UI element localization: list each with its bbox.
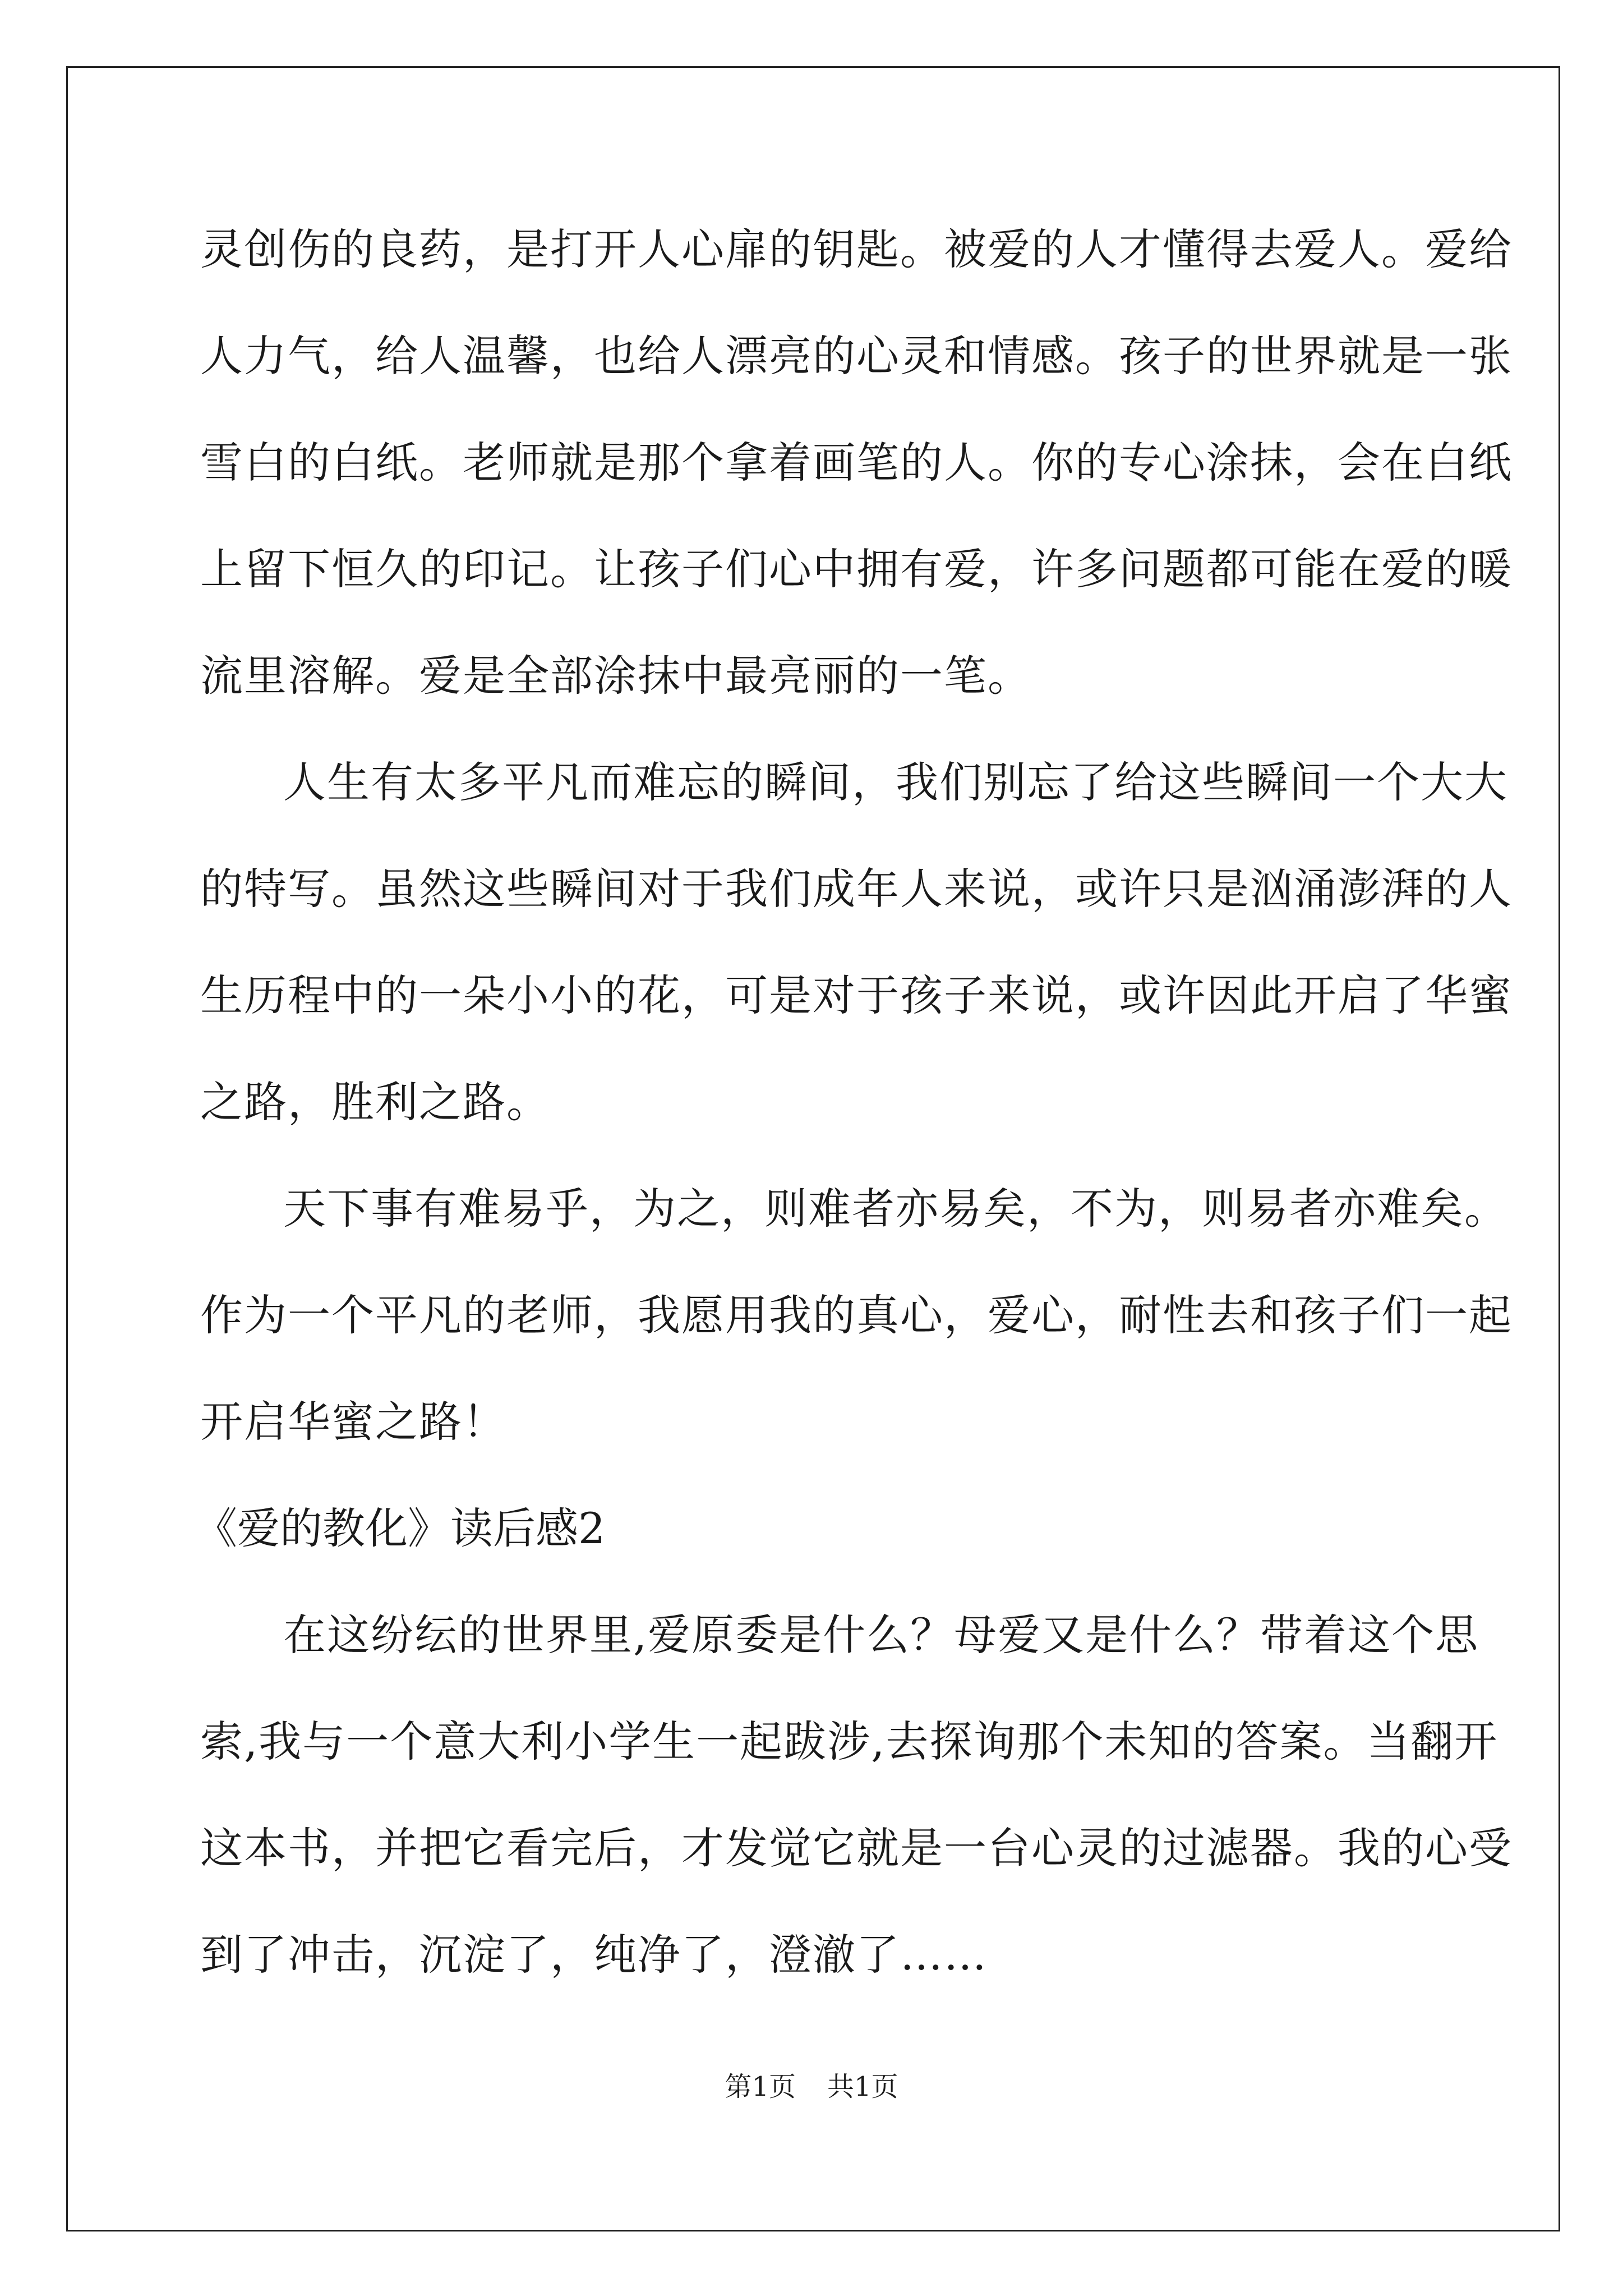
text-line: 之路，胜利之路。 xyxy=(200,1077,550,1127)
text-line: 的特写。虽然这些瞬间对于我们成年人来说，或许只是汹涌澎湃的人 xyxy=(200,864,1513,914)
text-line: 雪白的白纸。老师就是那个拿着画笔的人。你的专心涂抹，会在白纸 xyxy=(200,438,1513,487)
page-number: 第1页 xyxy=(725,2071,796,2102)
text-line: 索,我与一个意大利小学生一起跋涉,去探询那个未知的答案。当翻开 xyxy=(200,1717,1498,1766)
text-line: 这本书，并把它看完后，才发觉它就是一台心灵的过滤器。我的心受 xyxy=(200,1823,1513,1873)
page-footer xyxy=(0,2070,1623,2104)
paragraph-first-line: 人生有太多平凡而难忘的瞬间，我们别忘了给这些瞬间一个大大 xyxy=(283,757,1508,807)
text-line: 作为一个平凡的老师，我愿用我的真心，爱心，耐性去和孩子们一起 xyxy=(200,1290,1513,1340)
paragraph-first-line: 天下事有难易乎，为之，则难者亦易矣，不为，则易者亦难矣。 xyxy=(283,1184,1508,1234)
text-line: 开启华蜜之路！ xyxy=(200,1397,506,1447)
text-line: 流里溶解。爱是全部涂抹中最亮丽的一笔。 xyxy=(200,651,1031,701)
page-total: 共1页 xyxy=(827,2071,898,2102)
paragraph-first-line: 在这纷纭的世界里,爱原委是什么？母爱又是什么？带着这个思 xyxy=(283,1610,1479,1660)
document-body xyxy=(195,208,1513,2019)
text-line: 生历程中的一朵小小的花，可是对于孩子来说，或许因此开启了华蜜 xyxy=(200,970,1513,1020)
text-line: 上留下恒久的印记。让孩子们心中拥有爱，许多问题都可能在爱的暖 xyxy=(200,544,1513,594)
text-line: 到了冲击，沉淀了，纯净了，澄澈了…… xyxy=(200,1930,988,1980)
text-line: 灵创伤的良药，是打开人心扉的钥匙。被爱的人才懂得去爱人。爱给 xyxy=(200,224,1513,274)
section-heading: 《爱的教化》读后感2 xyxy=(195,1503,606,1553)
text-line: 人力气，给人温馨，也给人漂亮的心灵和情感。孩子的世界就是一张 xyxy=(200,331,1513,381)
